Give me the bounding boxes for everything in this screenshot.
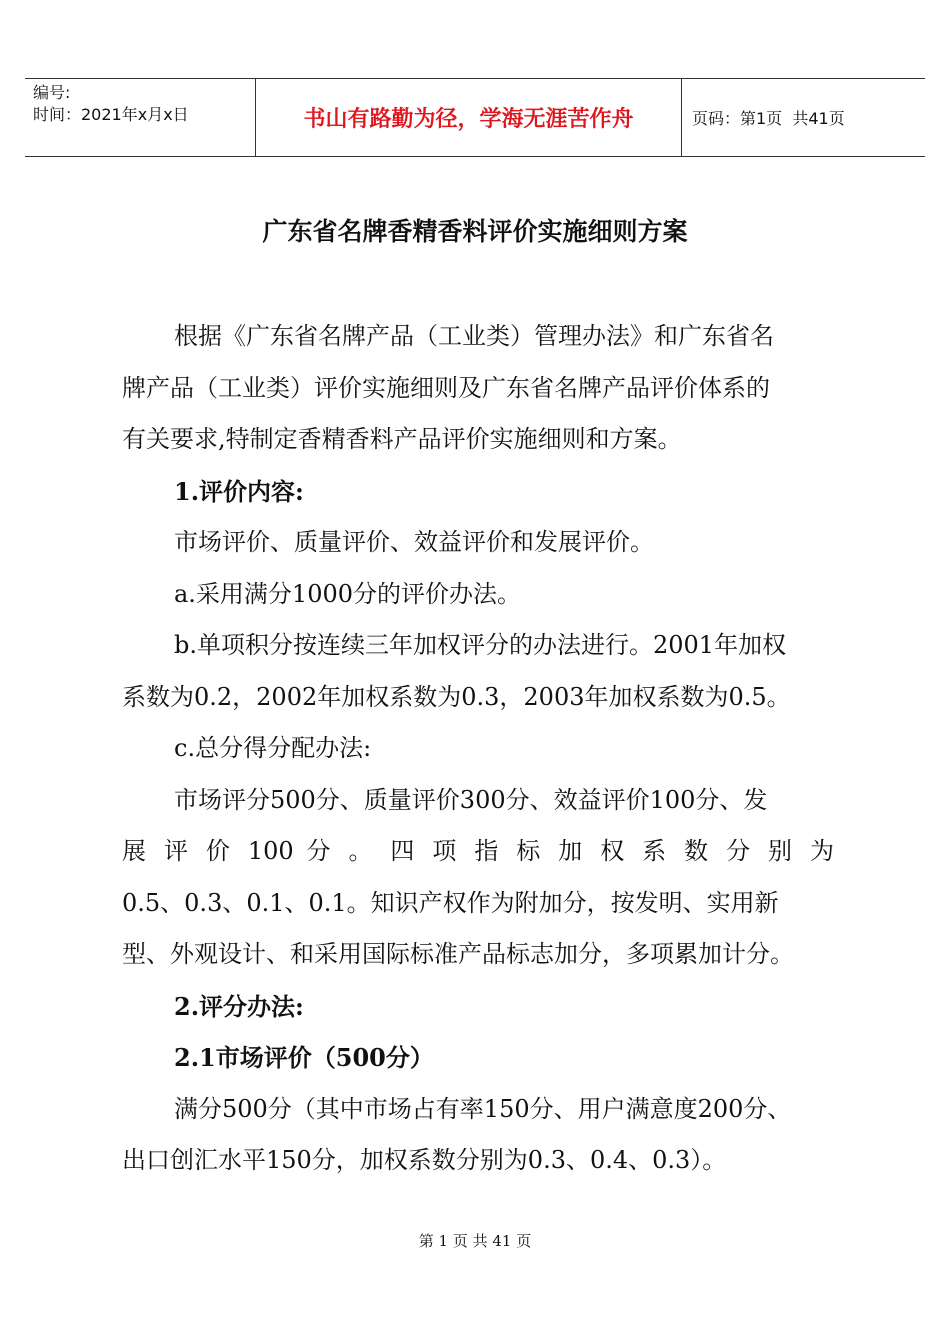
list-item-b-line-1: b.单项积分按连续三年加权评分的办法进行。2001年加权: [174, 631, 787, 659]
page-header: [25, 78, 925, 157]
page-footer: 第 1 页 共 41 页: [418, 1232, 532, 1250]
header-page-info: [692, 79, 922, 156]
paragraph-score-line-3: 0.5、0.3、0.1、0.1。知识产权作为附加分，按发明、实用新: [122, 888, 779, 917]
list-item-b-line-2: 系数为0.2，2002年加权系数为0.3，2003年加权系数为0.5。: [122, 682, 791, 711]
header-motto: 书山有路勤为径，学海无涯苦作舟: [255, 79, 682, 156]
paragraph-intro-line-2: 牌产品（工业类）评价实施细则及广东省名牌产品评价体系的: [122, 373, 770, 402]
list-item-a: a.采用满分1000分的评价办法。: [174, 579, 522, 608]
paragraph-score-line-1: 市场评分500分、质量评价300分、效益评价100分、发: [174, 785, 768, 814]
document-title: 广东省名牌香精香料评价实施细则方案: [262, 217, 688, 246]
paragraph-market-line-2: 出口创汇水平150分，加权系数分别为0.3、0.4、0.3）。: [122, 1146, 727, 1174]
doc-date-label: 时间：2021年x月x日: [33, 105, 189, 124]
document-body: [122, 311, 834, 1187]
list-item-c: c.总分得分配办法:: [174, 734, 372, 762]
paragraph-intro-line-3: 有关要求,特制定香精香料产品评价实施细则和方案。: [122, 425, 682, 453]
header-meta: [33, 82, 255, 126]
paragraph-content: 市场评价、质量评价、效益评价和发展评价。: [174, 528, 654, 556]
paragraph-score-line-4: 型、外观设计、和采用国际标准产品标志加分，多项累加计分。: [122, 940, 794, 968]
paragraph-market-line-1: 满分500分（其中市场占有率150分、用户满意度200分、: [174, 1094, 792, 1123]
section-heading-2: 2.评分办法:: [174, 991, 304, 1021]
doc-number-label: 编号:: [33, 83, 71, 102]
header-page-label: 页码：第1页 共41页: [692, 109, 845, 128]
paragraph-score-line-2: 展 评 价 100 分 。 四 项 指 标 加 权 系 数 分 别 为: [122, 837, 834, 865]
paragraph-intro-line-1: 根据《广东省名牌产品（工业类）管理办法》和广东省名: [174, 322, 774, 350]
section-heading-1: 1.评价内容:: [174, 476, 304, 506]
section-heading-2-1: 2.1市场评价（500分）: [174, 1043, 434, 1072]
